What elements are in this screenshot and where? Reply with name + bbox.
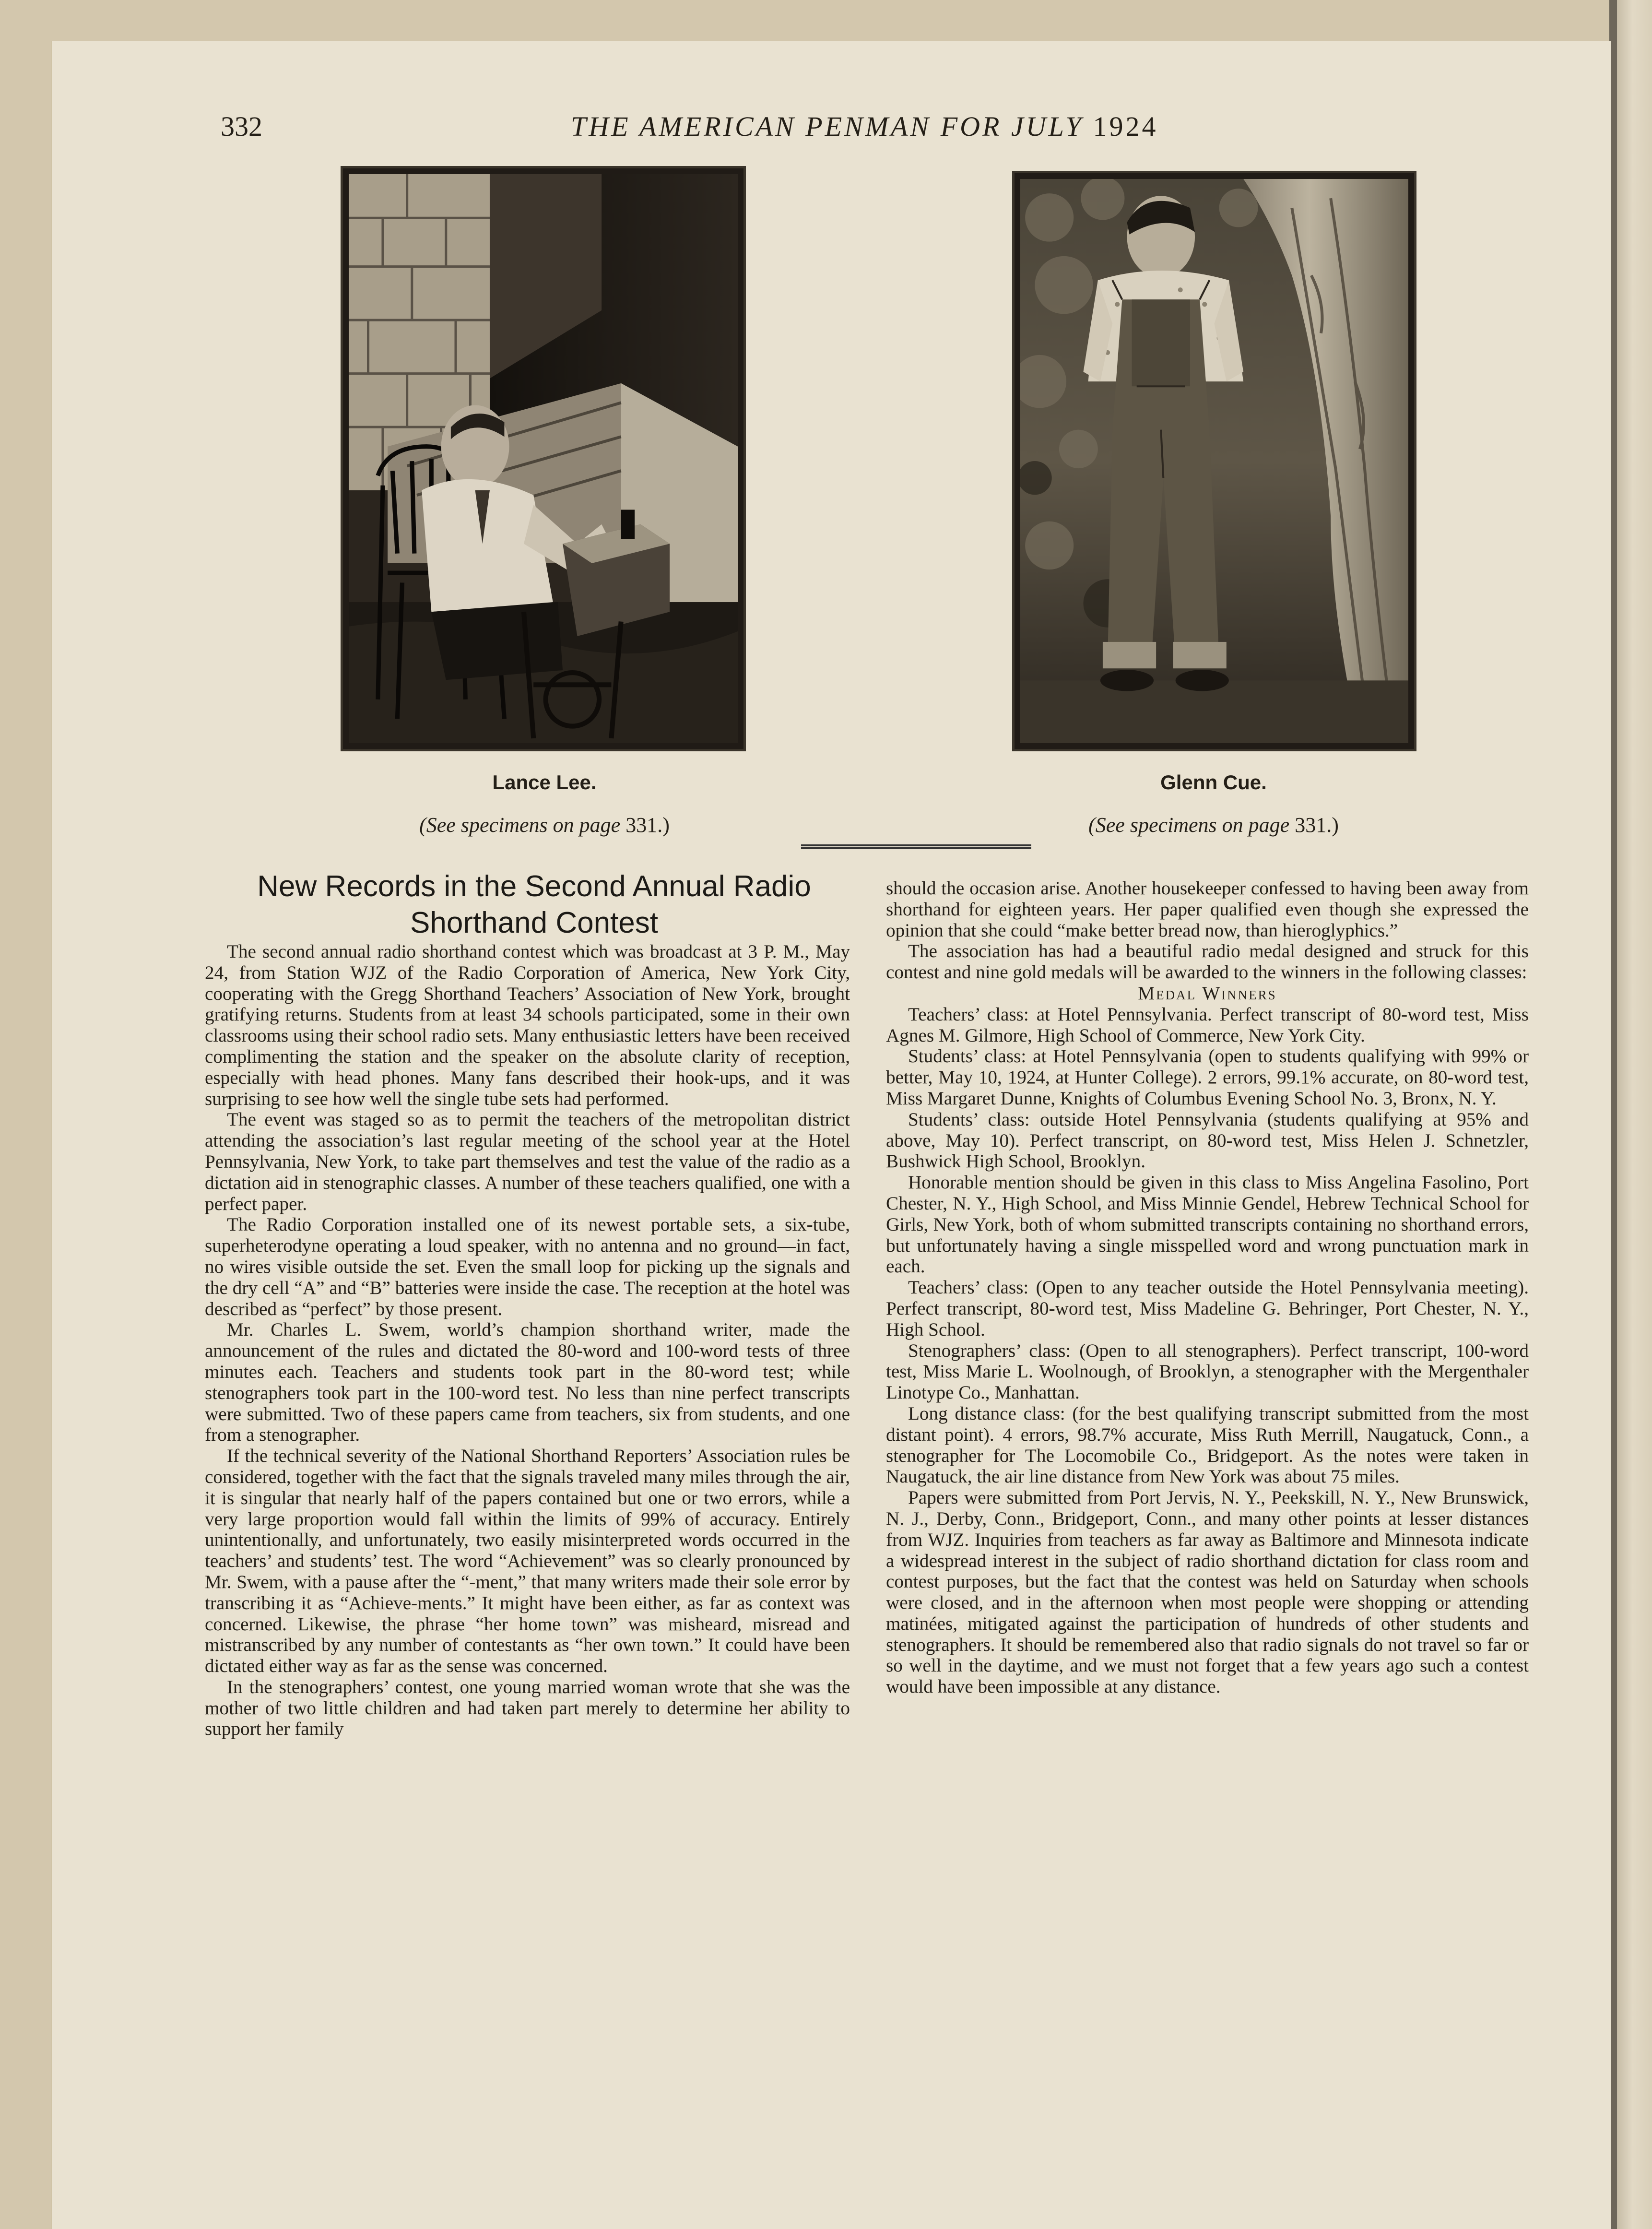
paragraph: Teachers’ class: (Open to any teacher outside the Hotel Pennsylvania meeting). Perfect transcript, 80-word test, Miss Madeline G. Behringer, Port Chester, N. Y., High School. [886,1277,1529,1340]
caption-reference [348,811,741,839]
page-number: 332 [221,111,262,142]
running-head-title: THE AMERICAN PENMAN FOR JULY [571,111,1084,142]
paragraph-continuation: should the occasion arise. Another housekeeper confessed to having been away from shorthand for eighteen years. Her paper qualified even though she expressed the opinion that she could “make better bread now, than hieroglyphics.” [886,878,1529,941]
caption-ref-text: (See specimens on page [1088,813,1290,837]
running-head [571,110,1158,142]
article-title: New Records in the Second Annual Radio Shorthand Contest [257,870,811,939]
paragraph: The event was staged so as to permit the teachers of the metropolitan district attending the association’s last regular meeting of the school year at the Hotel Pennsylvania, New York, to take part themselves and test the value of the radio as a dictation aid in stenographic classes. A number of these teachers qualified, one with a perfect paper. [205,1109,850,1214]
medal-winners-heading: Medal Winners [1138,983,1277,1004]
paragraph: Teachers’ class: at Hotel Pennsylvania. Perfect transcript of 80-word test, Miss Agnes M. Gilmore, High School of Commerce, New York City. [886,1004,1529,1046]
photo-glenn-cue [1012,171,1416,751]
paragraph: The association has had a beautiful radio medal designed and struck for this contest and nine gold medals will be awarded to the winners in the following classes: [886,941,1529,983]
caption-glenn-cue [1017,770,1410,839]
caption-reference [1017,811,1410,839]
caption-ref-text: (See specimens on page [419,813,621,837]
paragraph: Stenographers’ class: (Open to all stenographers). Perfect transcript, 100-word test, Miss Marie L. Woolnough, of Brooklyn, a stenographer with the Mergenthaler Linotype Co., Manhattan. [886,1340,1529,1403]
paragraph: Mr. Charles L. Swem, world’s champion shorthand writer, made the announcement of the rules and dictated the 80-word and 100-word tests of three minutes each. Teachers and students took part in the 80-word test; while stenographers took part in the 100-word test. No less than nine perfect transcripts were submitted. Two of these papers came from teachers, six from students, and one from a stenographer. [205,1319,850,1446]
caption-ref-page: 331.) [1295,813,1339,837]
photo-lance-lee [341,166,746,751]
section-divider [801,844,1031,849]
paragraph: Students’ class: outside Hotel Pennsylvania (students qualifying at 95% and above, May 10). Perfect transcript, on 80-word test, Miss Helen J. Schnetzler, Bushwick High School, Brooklyn. [886,1109,1529,1172]
paragraph: The Radio Corporation installed one of its newest portable sets, a six-tube, superheterodyne operating a loud speaker, with no antenna and no ground—in fact, no wires visible outside the set. Even the small loop for picking up the signals and the dry cell “A” and “B” batteries were inside the case. The reception at the hotel was described as “perfect” by those present. [205,1214,850,1319]
paragraph: The second annual radio shorthand contest which was broadcast at 3 P. M., May 24, from Station WJZ of the Radio Corporation of America, New York City, cooperating with the Gregg Shorthand Teachers’ Association of New York, brought gratifying returns. Students from at least 34 schools participated, some in their own classrooms using their school radio sets. Many enthusiastic letters have been received complimenting the station and the speaker on the absolute clarity of reception, especially with head phones. Many fans described their hook-ups, and it was surprising to see how well the single tube sets had performed. [205,941,850,1109]
paragraph: Students’ class: at Hotel Pennsylvania (open to students qualifying with 99% or better, May 10, 1924, at Hunter College). 2 errors, 99.1% accurate, on 80-word test, Miss Margaret Dunne, Knights of Columbus Evening School No. 3, Bronx, N. Y. [886,1046,1529,1109]
caption-lance-lee [348,770,741,839]
paragraph: Papers were submitted from Port Jervis, N. Y., Peekskill, N. Y., New Brunswick, N. J., Derby, Conn., Bridgeport, Conn., and many other points at lesser distances from WJZ. Inquiries from teachers as far away as Baltimore and Minnesota indicate a widespread interest in the subject of radio shorthand dictation for class room and contest purposes, but the fact that the contest was held on Saturday when schools were closed, and in the afternoon when most people were shopping or attending matinées, mitigated against the participation of hundreds of other students and stenographers. It should be remembered also that radio signals do not travel so far or so well in the daytime, and we must not forget that a few years ago such a contest would have been impossible at any distance. [886,1487,1529,1697]
paragraph: Long distance class: (for the best qualifying transcript submitted from the most distant point). 4 errors, 98.7% accurate, Miss Ruth Merrill, Naugatuck, Conn., a stenographer for The Locomobile Co., Bridgeport. As the notes were taken in Naugatuck, the air line distance from New York was about 75 miles. [886,1403,1529,1487]
paragraph: In the stenographers’ contest, one young married woman wrote that she was the mother of two little children and had taken part merely to determine her ability to support her family [205,1676,850,1740]
article-column-right [886,878,1529,1697]
article-column-left [205,941,850,1740]
caption-name: Lance Lee. [492,771,597,794]
caption-name: Glenn Cue. [1160,771,1267,794]
adjacent-page-edge [1609,0,1652,2229]
photo-glenn-cue-image [1020,179,1408,743]
paragraph: If the technical severity of the National Shorthand Reporters’ Association rules be considered, together with the fact that the signals traveled many miles through the air, it is singular that nearly half of the papers contained but one or two errors, while a very large proportion would fall within the limits of 99% of accuracy. Entirely unintentionally, and unfortunately, two easily misinterpreted words occurred in the teachers’ and students’ test. The word “Achievement” was so clearly pronounced by Mr. Swem, with a pause after the “-ment,” that many writers made their sole error by transcribing it as “Achieve-ments.” It might have been either, as far as context was concerned. Likewise, the phrase “her home town” was misheard, misread and mistranscribed by any number of contestants as “her own town.” It could have been dictated either way as far as the sense was concerned. [205,1446,850,1677]
caption-ref-page: 331.) [625,813,670,837]
paragraph: Honorable mention should be given in this class to Miss Angelina Fasolino, Port Chester, N. Y., High School, and Miss Minnie Gendel, Hebrew Technical School for Girls, New York, both of whom submitted transcripts containing no shorthand errors, but unfortunately having a single misspelled word and wrong punctuation mark in each. [886,1172,1529,1277]
photo-lance-lee-image [349,174,738,743]
page-header [221,110,1449,154]
running-head-year: 1924 [1093,111,1158,142]
